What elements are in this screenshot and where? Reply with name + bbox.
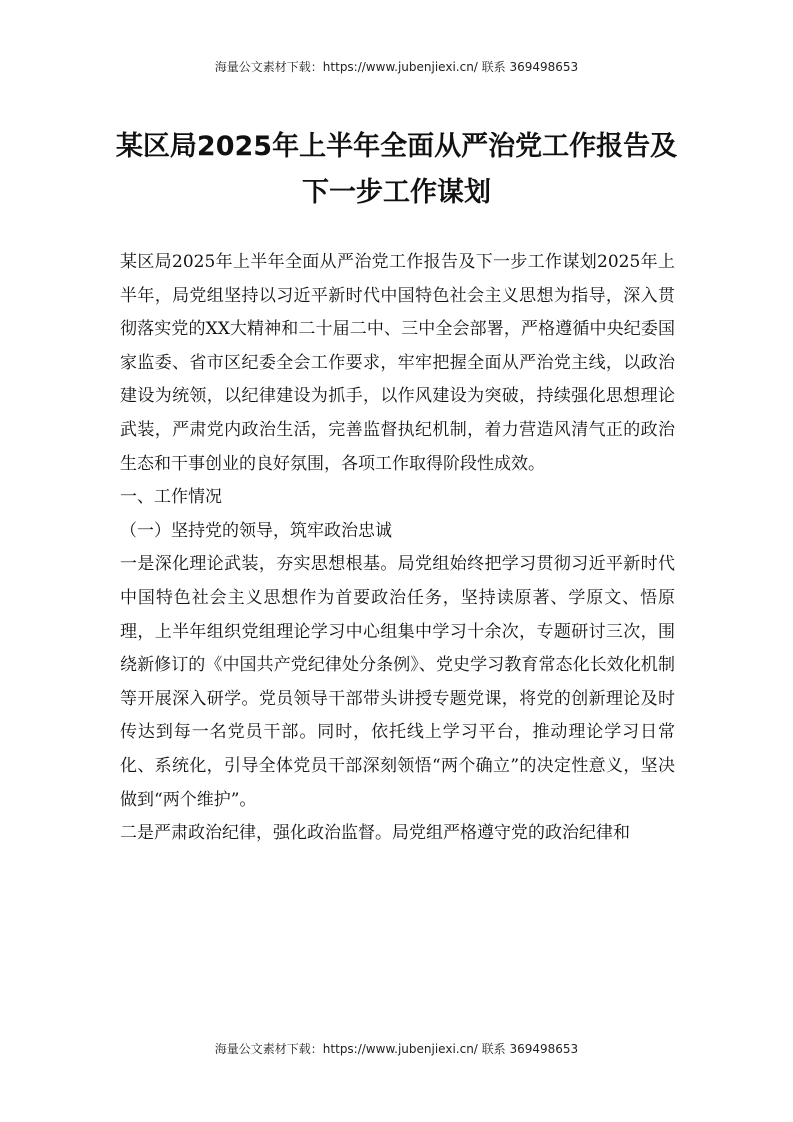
body-paragraph-1: 一是深化理论武装，夯实思想根基。局党组始终把学习贯彻习近平新时代中国特色社会主义思想作为首要政治任务，坚持读原著、学原文、悟原理，上半年组织党组理论学习中心组集中学习十余次，专题研讨三次，围绕新修订的《中国共产党纪律处分条例》、党史学习教育常态化长效化机制等开展深入研学。党员领导干部带头讲授专题党课，将党的创新理论及时传达到每一名党员干部。同时，依托线上学习平台，推动理论学习日常化、系统化，引导全体党员干部深刻领悟“两个确立”的决定性意义，坚决做到“两个维护”。 [120,554,675,810]
body-paragraph-2: 二是严肃政治纪律，强化政治监督。局党组严格遵守党的政治纪律和 [120,823,630,844]
section-heading-1: 一、工作情况 [120,487,222,508]
subsection-heading-1: （一）坚持党的领导，筑牢政治忠诚 [120,520,392,541]
page-header: 海量公文素材下载：https://www.jubenjiexi.cn/ 联系 369498653 [214,60,579,74]
document-body [120,246,675,851]
page-footer: 海量公文素材下载：https://www.jubenjiexi.cn/ 联系 369498653 [214,1042,579,1056]
document-title: 某区局2025年上半年全面从严治党工作报告及下一步工作谋划 [115,131,678,208]
intro-paragraph: 某区局2025年上半年全面从严治党工作报告及下一步工作谋划2025年上半年，局党组坚持以习近平新时代中国特色社会主义思想为指导，深入贯彻落实党的XX大精神和二十届二中、三中全会部署，严格遵循中央纪委国家监委、省市区纪委全会工作要求，牢牢把握全面从严治党主线，以政治建设为统领，以纪律建设为抓手，以作风建设为突破，持续强化思想理论武装，严肃党内政治生活，完善监督执纪机制，着力营造风清气正的政治生态和干事创业的良好氛围，各项工作取得阶段性成效。 [120,252,675,474]
